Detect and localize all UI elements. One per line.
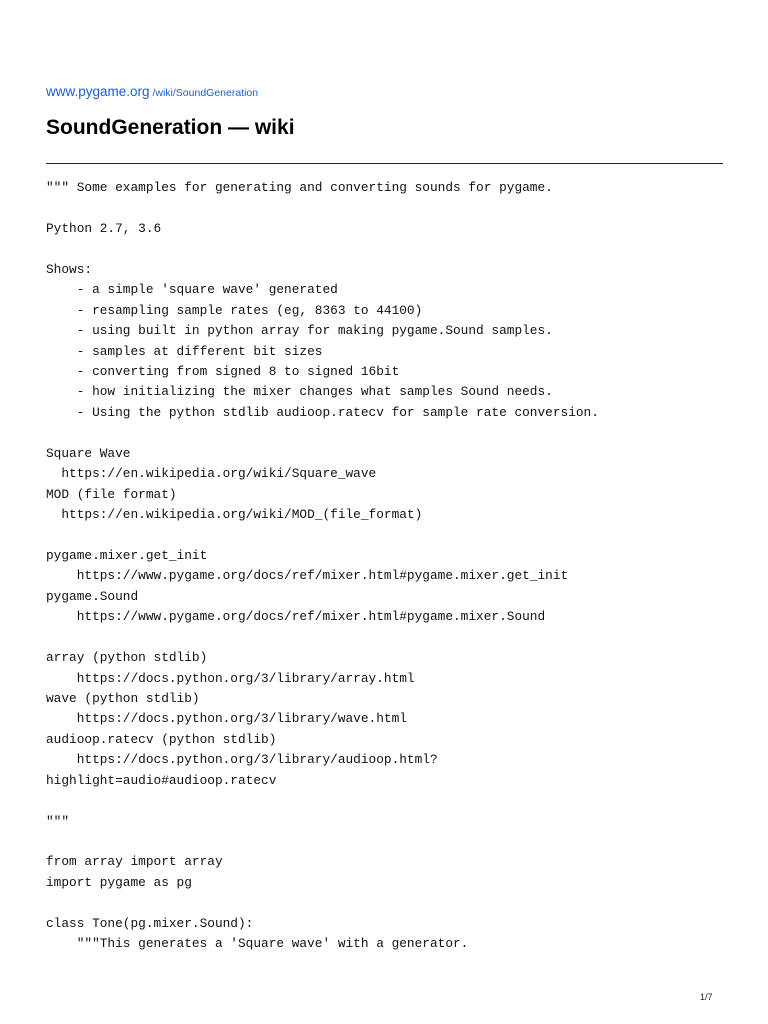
code-line: https://docs.python.org/3/library/array.html [46,670,415,686]
code-line: - a simple 'square wave' generated [46,282,338,298]
code-line: https://en.wikipedia.org/wiki/MOD_(file_format) [46,507,423,522]
code-line: array (python stdlib) [46,650,208,666]
code-line: Python 2.7, 3.6 [46,220,162,236]
code-line: import pygame as pg [46,874,192,890]
code-line: https://docs.python.org/3/library/wave.html [46,711,407,727]
page-number: 1/7 [700,992,713,1002]
url-path-link[interactable]: /wiki/SoundGeneration [149,87,259,99]
code-line: audioop.ratecv (python stdlib) [46,731,277,747]
code-line [46,832,726,852]
code-line: Shows: [46,261,93,277]
code-line: pygame.Sound [46,588,139,604]
code-line: https://docs.python.org/3/library/audioop.html? [46,752,438,768]
code-block [46,178,726,955]
code-line [46,198,726,218]
page-title: SoundGeneration — wiki [46,116,295,139]
code-line: https://www.pygame.org/docs/ref/mixer.html#pygame.mixer.get_init [46,568,569,584]
code-line: pygame.mixer.get_init [46,547,208,563]
code-line: - Using the python stdlib audioop.ratecv for sample rate conversion. [46,404,599,420]
code-line: - resampling sample rates (eg, 8363 to 44100) [46,302,423,318]
source-url[interactable] [46,83,258,101]
code-line: Square Wave [46,445,131,461]
code-line [46,525,726,545]
code-line: highlight=audio#audioop.ratecv [46,772,277,788]
code-line: https://www.pygame.org/docs/ref/mixer.html#pygame.mixer.Sound [46,609,546,625]
code-line: class Tone(pg.mixer.Sound): [46,915,254,931]
code-line: - how initializing the mixer changes what samples Sound needs. [46,384,553,400]
code-line [46,239,726,259]
code-line [46,791,726,811]
code-line: """This generates a 'Square wave' with a generator. [46,936,469,952]
title-divider [46,163,723,164]
code-line: wave (python stdlib) [46,690,200,706]
url-domain-link[interactable]: www.pygame.org [46,84,150,99]
code-line [46,423,726,443]
code-line: from array import array [46,854,223,870]
code-line: - samples at different bit sizes [46,343,323,359]
code-line: - using built in python array for making pygame.Sound samples. [46,323,553,339]
code-line: MOD (file format) [46,486,177,502]
code-line: """ [46,813,70,829]
code-line [46,628,726,648]
code-line: - converting from signed 8 to signed 16bit [46,363,400,379]
code-line: """ Some examples for generating and converting sounds for pygame. [46,180,553,195]
code-line: https://en.wikipedia.org/wiki/Square_wave [46,466,377,482]
code-line [46,893,726,913]
